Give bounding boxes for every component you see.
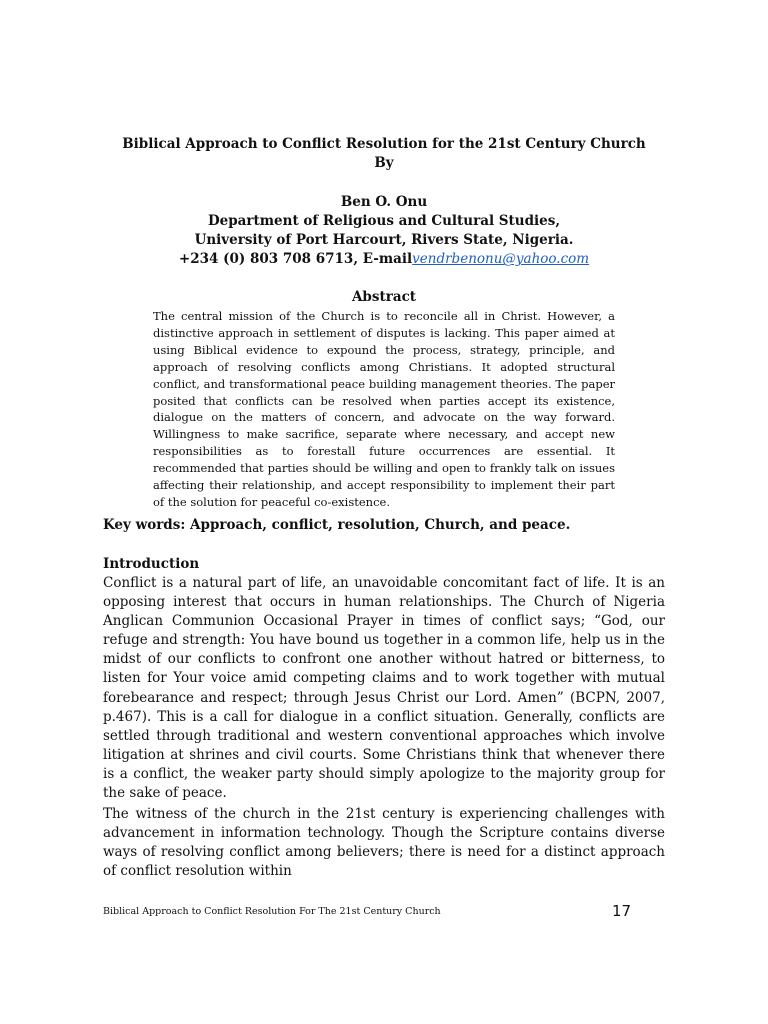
author-university: University of Port Harcourt, Rivers State, Nigeria. xyxy=(194,232,574,249)
introduction-paragraph-1: Conflict is a natural part of life, an unavoidable concomitant fact of life. It is an opposing interest that occurs in human relationships. The Church of Nigeria Anglican Communion Occasional Prayer in times of conflict says; “God, our refuge and strength: You have bound us together in a common life, help us in the midst of our conflicts to confront one another without hatred or bitterness, to listen for Your voice amid competing claims and to work together with mutual forebearance and respect; through Jesus Christ our Lord. Amen” (BCPN, 2007, p.467). This is a call for dialogue in a conflict situation. Generally, conflicts are settled through traditional and western conventional approaches which involve litigation at shrines and civil courts. Some Christians think that whenever there is a conflict, the weaker party should simply apologize to the majority group for the sake of peace. xyxy=(103,575,665,802)
introduction-heading: Introduction xyxy=(103,556,200,572)
by-line: By xyxy=(374,155,394,172)
abstract-heading: Abstract xyxy=(351,289,417,305)
header-spacer xyxy=(90,174,678,193)
keywords: Key words: Approach, conflict, resolution, Church, and peace. xyxy=(103,517,571,533)
abstract-text: The central mission of the Church is to reconcile all in Christ. However, a distinctive approach in settlement of disputes is lacking. This paper aimed at using Biblical evidence to expound the process, strategy, principle, and approach of resolving conflicts among Christians. It adopted structural conflict, and transformational peace building management theories. The paper posited that conflicts can be resolved when parties accept its existence, dialogue on the matters of concern, and advocate on the way forward. Willingness to make sacrifice, separate where necessary, and accept new responsibilities as to forestall future occurrences are essential. It recommended that parties should be willing and open to frankly talk on issues affecting their relationship, and accept responsibility to implement their part of the solution for peaceful co-existence. xyxy=(153,309,615,509)
author-phone: +234 (0) 803 708 6713, E-mail xyxy=(178,251,413,268)
footer-running-title: Biblical Approach to Conflict Resolution For The 21st Century Church xyxy=(103,906,441,917)
page-number: 17 xyxy=(612,902,632,920)
author-name: Ben O. Onu xyxy=(340,193,428,210)
author-email-link[interactable]: vendrbenonu@yahoo.com xyxy=(412,251,590,268)
author-department: Department of Religious and Cultural Studies, xyxy=(207,212,561,229)
paper-title: Biblical Approach to Conflict Resolution for the 21st Century Church xyxy=(122,136,646,152)
author-contact xyxy=(90,250,678,269)
paper-header xyxy=(90,135,678,270)
introduction-paragraph-2: The witness of the church in the 21st century is experiencing challenges with advancement in information technology. Though the Scripture contains diverse ways of resolving conflict among believers; there is need for a distinct approach of conflict resolution within xyxy=(103,806,665,880)
